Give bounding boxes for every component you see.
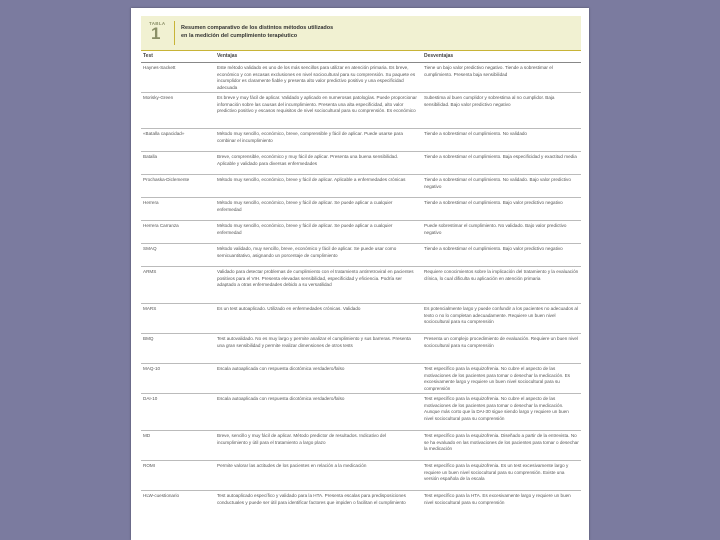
advantages-text: Test autovalidado. No es muy largo y permite analizar el cumplimiento y sus barreras. Presenta una gran sensibilidad y permite realizar dimensiones de otros tests [217,336,411,348]
table-row [141,198,581,221]
table-header-band [141,16,581,51]
advantages-text: Permite valorar las actitudes de los pacientes en relación a la medicación [217,463,367,468]
test-name: Herrera [143,200,159,205]
test-name: SMAQ [143,246,157,251]
table-row [141,152,581,175]
test-name: Prochaska-Diclemente [143,177,190,182]
test-name: ROMI [143,463,155,468]
disadvantages-text: Tiene un bajo valor predictivo negativo. Tiende a sobrestimar el cumplimiento. Presenta baja sensibilidad [424,65,553,77]
disadvantages-text: Presenta un complejo procedimiento de evaluación. Requiere un buen nivel sociocultural para su comprensión [424,336,578,348]
table-number: 1 [151,24,161,43]
disadvantages-text: Tiende a sobrestimar el cumplimiento. No validado [424,131,527,136]
table-row [141,63,581,93]
table-row [141,221,581,244]
advantages-text: Método muy sencillo, económico, breve, comprensible y fácil de aplicar. Puede usarse para combinar el incumplimiento [217,131,403,143]
table-row [141,334,581,364]
advantages-text: Este método validado es uno de los más sencillos para utilizar en atención primaria. Es breve, económico y con escasas exclusiones en nivel sociocultural para su comprensión. Su paquete es incumplidor es claramente fiable y presenta alto valor predictivo positivo y una especificidad adecuada [217,65,416,90]
advantages-text: Escala autoaplicada con respuesta dicotómica verdadero/falso [217,396,345,401]
disadvantages-text: Test específico para la esquizofrenia. Es un test excesivamente largo y requiere un buen nivel sociocultural para su comprensión. Existe una versión española de la escala [424,463,569,482]
test-name: MD [143,433,151,438]
disadvantages-text: Test específico para la HTA. Es excesivamente largo y requiere un buen nivel sociocultural para su comprensión [424,493,571,505]
column-header-test: Test [143,53,153,59]
advantages-text: Método muy sencillo, económico, breve y fácil de aplicar. Se puede aplicar a cualquier enfermedad [217,200,393,212]
test-name: ARMS [143,269,157,274]
test-name: MAQ-10 [143,366,161,371]
test-name: Haynes-Sackett [143,65,176,70]
column-header-disadvantages: Desventajas [424,53,454,59]
column-headers [141,52,581,63]
disadvantages-text: Test específico para la esquizofrenia. Diseñado a partir de la entrevista. No se ha evaluado en las motivaciones de los pacientes para tomar o desechar la medicación [424,433,579,452]
disadvantages-text: Subestima al buen cumplidor y sobrestima al no cumplidor. Baja sensibilidad. Bajo valor predictivo negativo [424,95,555,107]
disadvantages-text: Test específico para la esquizofrenia. No cubre el aspecto de las motivaciones de los pacientes para tomar o desechar la medicación. Aunque más corto que la DAI-30 sigue siendo largo y requiere un buen nivel sociocultural para su comprensión [424,396,569,421]
test-name: HLW-cuestionario [143,493,180,498]
advantages-text: Es breve y muy fácil de aplicar. Validado y aplicado en numerosas patologías. Puede proporcionar información sobre las causas del incumplimiento. Presenta una alta especificidad, alto valor predictivo positivo y escasos requisitos de nivel sociocultural para su comprensión. Es económico [217,95,417,114]
test-name: Herrera Carranza [143,223,179,228]
test-name: MARS [143,306,157,311]
table-row [141,93,581,129]
table-title-line-2: en la medición del cumplimiento terapéutico [181,33,298,39]
disadvantages-text: Tiende a sobrestimar el cumplimiento. Bajo valor predictivo negativo [424,200,563,205]
table-row [141,431,581,461]
table-row [141,175,581,198]
table-body [141,63,581,521]
advantages-text: Breve, sencillo y muy fácil de aplicar. Método predictor de resultados. Indicativo del incumplimiento y útil para el tratamiento a largo plazo [217,433,387,445]
advantages-text: Método validado, muy sencillo, breve, económico y fácil de aplicar. Se puede usar como semicuantitativo, asignando un porcentaje de cumplimiento [217,246,397,258]
test-name: DAI-10 [143,396,158,401]
table-title-line-1: Resumen comparativo de los distintos métodos utilizados [181,25,334,31]
table-label: TABLA [149,21,166,26]
advantages-text: Método muy sencillo, económico, breve y fácil de aplicar. Aplicable a enfermedades crónicas [217,177,406,182]
disadvantages-text: Tiende a sobrestimar el cumplimiento. Baja especificidad y exactitud media [424,154,577,159]
test-name: BMQ [143,336,154,341]
table-row [141,304,581,334]
test-name: Batalla [143,154,158,159]
advantages-text: Método muy sencillo, económico, breve y fácil de aplicar. Se puede aplicar a cualquier enfermedad [217,223,393,235]
advantages-text: Breve, comprensible, económico y muy fácil de aplicar. Presenta una buena sensibilidad. Aplicable y validado para diversas enfermedades [217,154,399,166]
header-divider [174,21,175,45]
table-row [141,491,581,521]
table-row [141,461,581,491]
table-row [141,394,581,431]
disadvantages-text: Test específico para la esquizofrenia. No cubre el aspecto de las motivaciones de los pacientes para tomar o desechar la medicación. Es excesivamente largo y requiere un buen nivel sociocultural para su comprensión [424,366,571,391]
table-title [181,24,441,40]
document-page [131,8,589,540]
disadvantages-text: Tiende a sobrestimar el cumplimiento. Bajo valor predictivo negativo [424,246,563,251]
advantages-text: Validado para detectar problemas de cumplimiento con el tratamiento antirretroviral en pacientes positivos para el VIH. Presenta elevadas sensibilidad, especificidad y eficiencia. Podría ser adaptado a otras enfermedades debido a su versatilidad [217,269,414,288]
disadvantages-text: Requiere conocimientos sobre la implicación del tratamiento y la evaluación clínica, lo cual dificulta su aplicación en atención primaria [424,269,579,281]
advantages-text: Test autoaplicado específico y validado para la HTA. Presenta escalas para predisposiciones conductuales y puede ser útil para identificar factores que impiden o facilitan el cumplimiento [217,493,406,505]
disadvantages-text: Puede sobrestimar el cumplimiento. No validado. Bajo valor predictivo negativo [424,223,567,235]
disadvantages-text: Es potencialmente largo y puede confundir a los pacientes no adecuados al texto o no lo completan adecuadamente. Requiere un buen nivel sociocultural para su comprensión [424,306,578,325]
test-name: Morisky-Green [143,95,174,100]
advantages-text: Es un test autoaplicado. Utilizado en enfermedades crónicas. Validado [217,306,361,311]
table-row [141,244,581,267]
table-row [141,267,581,304]
advantages-text: Escala autoaplicada con respuesta dicotómica verdadero/falso [217,366,345,371]
column-header-advantages: Ventajas [217,53,238,59]
table-row [141,129,581,152]
test-name: «Batalla capacidad» [143,131,185,136]
table-row [141,364,581,394]
disadvantages-text: Tiende a sobrestimar el cumplimiento. No validado. Bajo valor predictivo negativo [424,177,571,189]
